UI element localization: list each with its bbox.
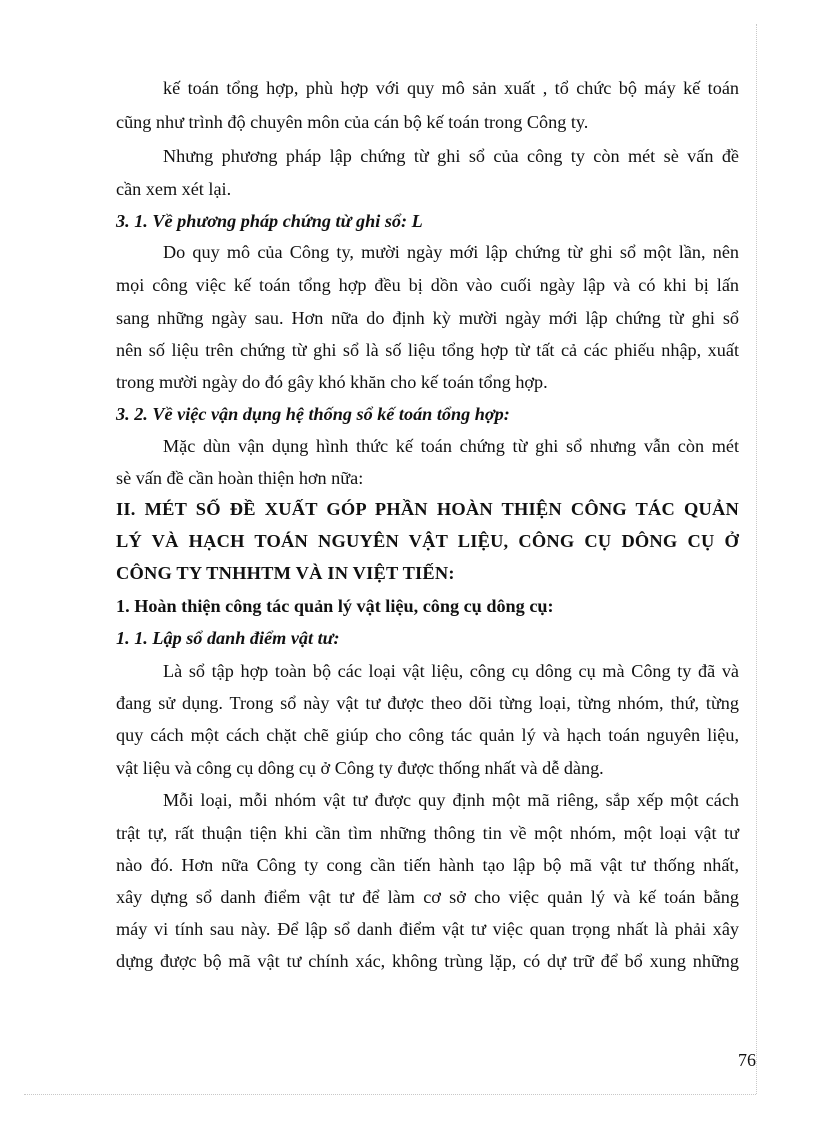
page-number: 76 [738, 1050, 756, 1070]
text-line: sang những ngày sau. Hơn nữa do định kỳ mười ngày mới lập chứng từ ghi sổ [116, 308, 739, 328]
section-heading: 3. 2. Về việc vận dụng hệ thống sổ kế toán tổng hợp: [116, 404, 510, 424]
text-line: trật tự, rất thuận tiện khi cần tìm những thông tin về một nhóm, một loại vật tư [116, 823, 739, 843]
text-line: Nhưng phương pháp lập chứng từ ghi sổ của công ty còn mét sè vấn đề [163, 146, 739, 166]
text-line: vật liệu và công cụ dông cụ ở Công ty được thống nhất và dễ dàng. [116, 758, 604, 778]
text-line: đang sử dụng. Trong sổ này vật tư được theo dõi từng loại, từng nhóm, thứ, từng [116, 693, 739, 713]
text-line: Mặc dùn vận dụng hình thức kế toán chứng từ ghi sổ nhưng vẫn còn mét [163, 436, 739, 456]
text-line: quy cách một cách chặt chẽ giúp cho công tác quản lý và hạch toán nguyên liệu, [116, 725, 739, 745]
text-line: nên số liệu trên chứng từ ghi sổ là số liệu tổng hợp từ tất cả các phiếu nhập, xuất [116, 340, 739, 360]
text-line: mọi công việc kế toán tổng hợp đều bị dồn vào cuối ngày lập và có khi bị lấn [116, 275, 739, 295]
section-heading: 3. 1. Về phương pháp chứng từ ghi sổ: L [116, 211, 423, 231]
text-line: Mỗi loại, mỗi nhóm vật tư được quy định một mã riêng, sắp xếp một cách [163, 790, 739, 810]
chapter-heading: II. MÉT SỐ ĐỀ XUẤT GÓP PHẦN HOÀN THIỆN CÔNG TÁC QUẢN [116, 499, 739, 519]
text-line: xây dựng sổ danh điểm vật tư để làm cơ sở cho việc quản lý và kế toán bằng [116, 887, 739, 907]
text-line: cũng như trình độ chuyên môn của cán bộ kế toán trong Công ty. [116, 112, 589, 132]
page-border-right [756, 24, 757, 1094]
text-line: Do quy mô của Công ty, mười ngày mới lập chứng từ ghi sổ một lần, nên [163, 242, 739, 262]
text-line: nào đó. Hơn nữa Công ty cong cần tiến hành tạo lập bộ mã vật tư thống nhất, [116, 855, 739, 875]
text-line: cần xem xét lại. [116, 179, 232, 199]
text-line: trong mười ngày do đó gây khó khăn cho kế toán tổng hợp. [116, 372, 548, 392]
text-line: Là sổ tập hợp toàn bộ các loại vật liệu, công cụ dông cụ mà Công ty đã và [163, 661, 739, 681]
text-line: sè vấn đề cần hoàn thiện hơn nữa: [116, 468, 364, 488]
text-line: kế toán tổng hợp, phù hợp với quy mô sản xuất , tổ chức bộ máy kế toán [163, 78, 739, 98]
page-border-bottom [24, 1094, 756, 1095]
subsection-heading: 1. Hoàn thiện công tác quản lý vật liệu, công cụ dông cụ: [116, 596, 554, 616]
text-line: máy vi tính sau này. Để lập sổ danh điểm vật tư việc quan trọng nhất là phải xây [116, 919, 739, 939]
chapter-heading: CÔNG TY TNHHTM VÀ IN VIỆT TIẾN: [116, 563, 455, 583]
chapter-heading: LÝ VÀ HẠCH TOÁN NGUYÊN VẬT LIỆU, CÔNG CỤ DÔNG CỤ Ở [116, 531, 739, 551]
section-heading: 1. 1. Lập sổ danh điểm vật tư: [116, 628, 340, 648]
text-line: dựng được bộ mã vật tư chính xác, không trùng lặp, có dự trữ để bổ xung những [116, 951, 739, 971]
